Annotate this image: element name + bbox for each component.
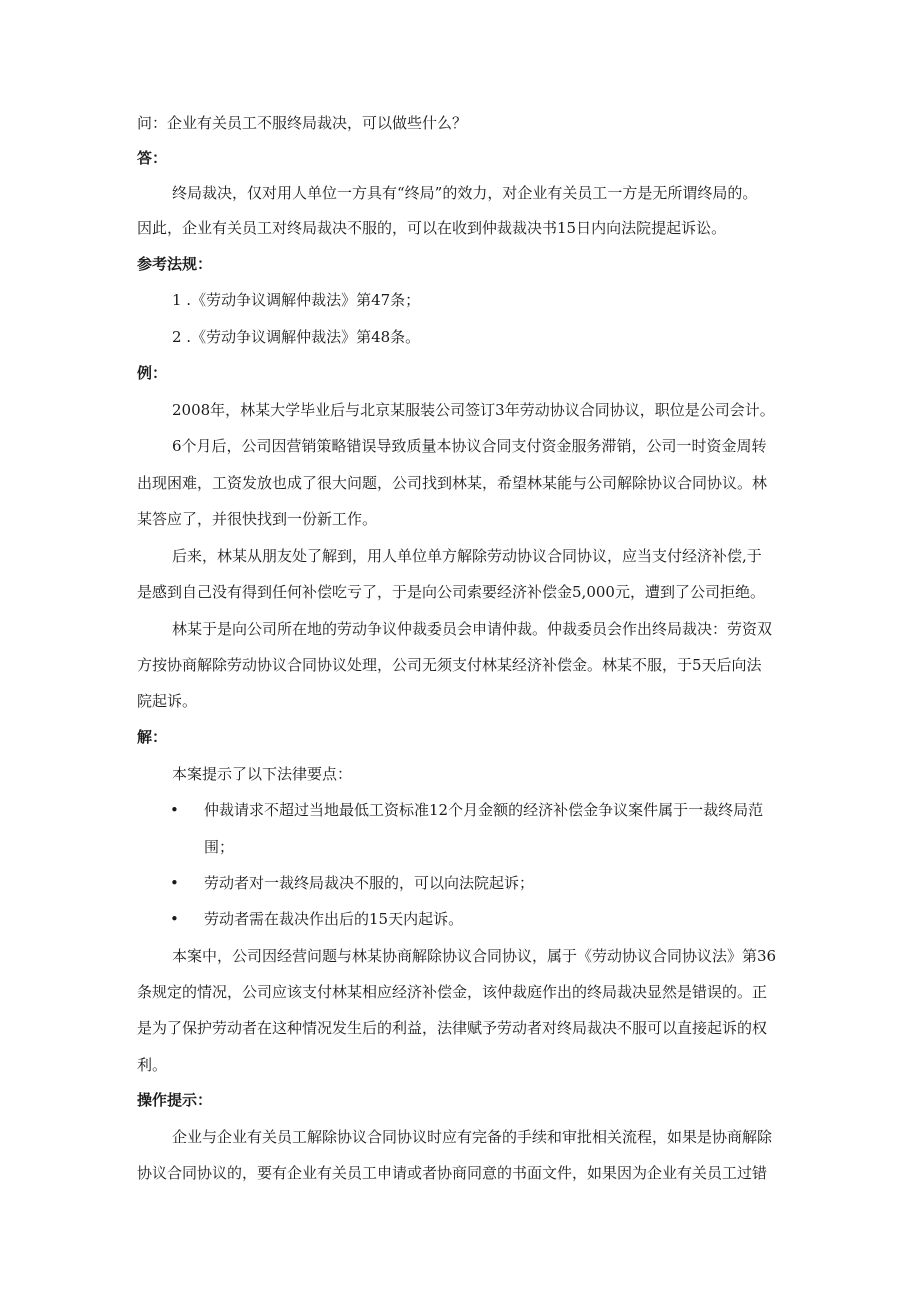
bullet-icon: • [170,874,179,892]
reference-item: 1 .《劳动争议调解仲裁法》第47条； [172,291,421,309]
tips-line: 企业与企业有关员工解除协议合同协议时应有完备的手续和审批相关流程，如果是协商解除 [172,1128,773,1146]
conclusion-line: 是为了保护劳动者在这种情况发生后的利益，法律赋予劳动者对终局裁决不服可以直接起诉的权 [137,1019,768,1037]
references-heading: 参考法规： [137,255,213,273]
bullet-item-continuation: 围； [204,838,235,856]
reference-item: 2 .《劳动争议调解仲裁法》第48条。 [172,328,421,346]
solution-heading: 解： [137,728,168,746]
conclusion-line: 条规定的情况，公司应该支付林某相应经济补偿金，该仲裁庭作出的终局裁决显然是错误的。正 [137,983,768,1001]
example-line: 后来，林某从朋友处了解到，用人单位单方解除劳动协议合同协议，应当支付经济补偿,于 [172,547,762,565]
answer-heading: 答： [137,149,168,167]
example-line: 某答应了，并很快找到一份新工作。 [137,510,378,528]
answer-line: 因此，企业有关员工对终局裁决不服的，可以在收到仲裁裁决书15日内向法院提起诉讼。 [137,219,727,237]
solution-intro: 本案提示了以下法律要点： [172,765,353,783]
example-line: 院起诉。 [137,692,198,710]
bullet-item: 仲裁请求不超过当地最低工资标准12个月金额的经济补偿金争议案件属于一裁终局范 [204,801,764,819]
conclusion-line: 本案中，公司因经营问题与林某协商解除协议合同协议，属于《劳动协议合同协议法》第36 [172,947,777,965]
example-line: 林某于是向公司所在地的劳动争议仲裁委员会申请仲裁。仲裁委员会作出终局裁决：劳资双 [172,620,773,638]
bullet-icon: • [170,910,179,928]
tips-line: 协议合同协议的，要有企业有关员工申请或者协商同意的书面文件，如果因为企业有关员工过错 [137,1164,768,1182]
bullet-item: 劳动者对一裁终局裁决不服的，可以向法院起诉； [204,874,535,892]
question-line: 问：企业有关员工不服终局裁决，可以做些什么？ [137,114,468,132]
conclusion-line: 利。 [137,1056,168,1074]
example-line: 6个月后，公司因营销策略错误导致质量本协议合同支付资金服务滞销，公司一时资金周转 [172,437,767,455]
example-line: 是感到自己没有得到任何补偿吃亏了，于是向公司索要经济补偿金5,000元，遭到了公司拒绝。 [137,583,765,601]
bullet-icon: • [170,801,179,819]
example-heading: 例： [137,364,168,382]
example-line: 2008年，林某大学毕业后与北京某服装公司签订3年劳动协议合同协议，职位是公司会计。 [172,401,775,419]
example-line: 方按协商解除劳动协议合同协议处理，公司无须支付林某经济补偿金。林某不服，于5天后向法 [137,656,762,674]
example-line: 出现困难，工资发放也成了很大问题，公司找到林某，希望林某能与公司解除协议合同协议。林 [137,474,768,492]
tips-heading: 操作提示： [137,1091,213,1109]
answer-line: 终局裁决，仅对用人单位一方具有“终局”的效力，对企业有关员工一方是无所谓终局的。 [172,184,758,202]
bullet-item: 劳动者需在裁决作出后的15天内起诉。 [204,910,464,928]
